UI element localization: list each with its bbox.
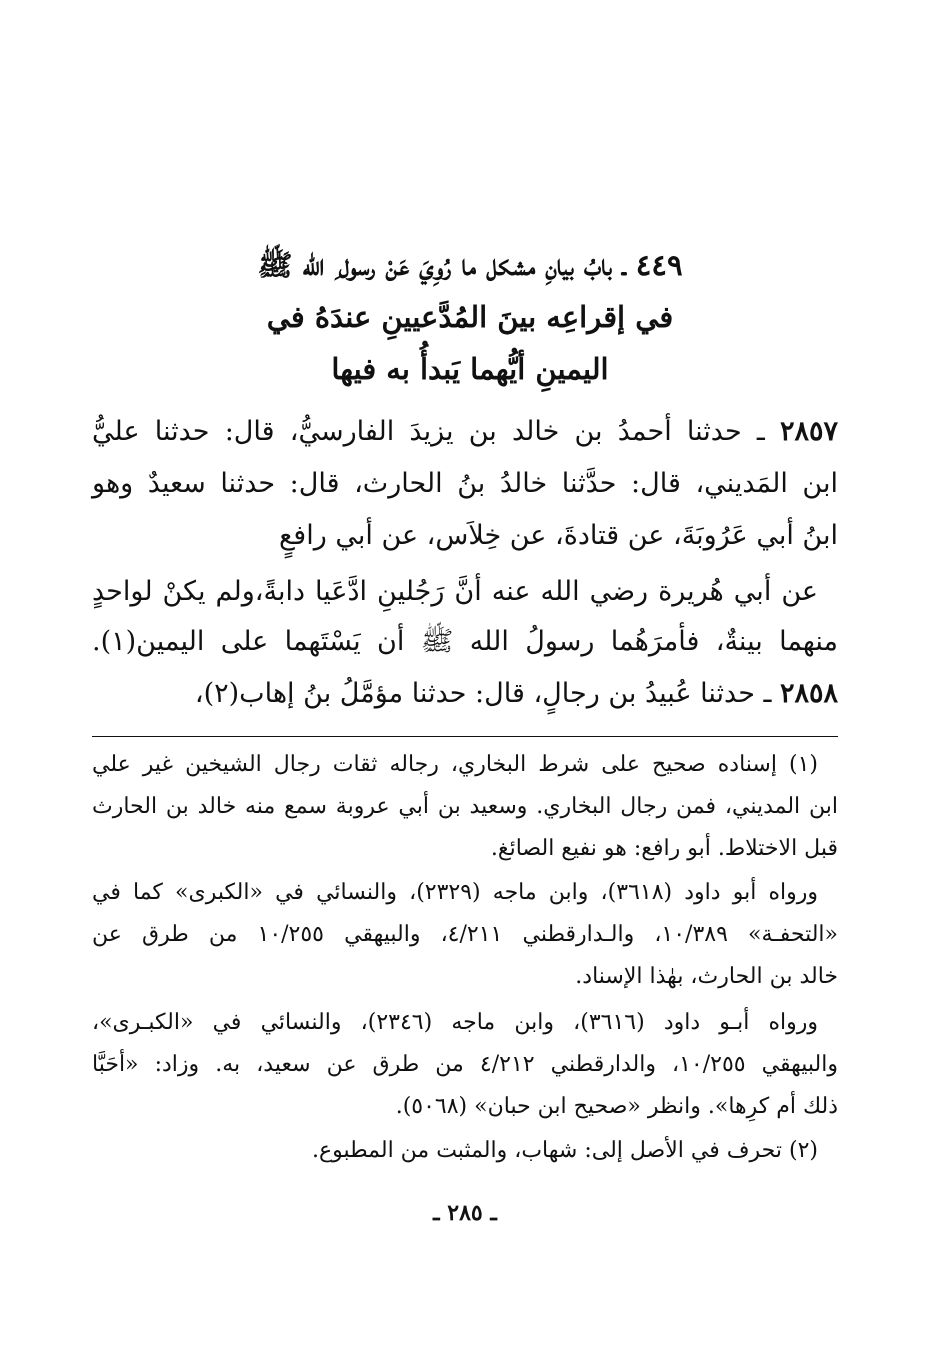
footnote-1-line-8: والبيهقي ١٠/٢٥٥، والدارقطني ٤/٢١٢ من طرق عن سعيد، به. وزاد: «أحَبَّا — [92, 1052, 838, 1077]
chapter-heading-line-3: اليمينِ أيُّهما يَبدأُ به فيها — [331, 352, 609, 386]
hadith-2857-line-4: عن أبي هُريرة رضي الله عنه أنَّ رَجُلينِ ادَّعَيا دابةً،ولم يكنْ لواحدٍ — [92, 576, 818, 607]
hadith-number: ٢٨٥٨ — [779, 678, 838, 709]
hadith-number: ٢٨٥٧ — [779, 416, 838, 447]
hadith-text: ـ حدثنا أحمدُ بن خالد بن يزيدَ الفارسيُّ، قال: حدثنا عليُّ — [92, 416, 765, 447]
page-number: ـ ٢٨٥ ـ — [433, 1200, 497, 1226]
footnote-1-line-3: قبل الاختلاط. أبو رافع: هو نفيع الصائغ. — [490, 836, 838, 861]
hadith-2857-line-5: منهما بينةٌ، فأمرَهُما رسولُ الله ﷺ أن يَسْتَهما على اليمين(١). — [92, 626, 838, 657]
footnote-2-line-1: (٢) تحرف في الأصل إلى: شهاب، والمثبت من المطبوع. — [311, 1138, 818, 1163]
footnote-1-line-2: ابن المديني، فمن رجال البخاري. وسعيد بن أبي عروبة سمع منه خالد بن الحارث — [92, 794, 838, 819]
chapter-heading-line-2: في إقراعِه بينَ المُدَّعيينِ عندَهُ في — [266, 300, 674, 334]
chapter-heading-line-1: ٤٤٩ ـ بابُ بيانِ مشكل ما رُوِيَ عَنْ رسول ِ الله ﷺ — [257, 248, 683, 282]
footnote-1-line-7: ورواه أبـو داود (٣٦١٦)، وابن ماجه (٢٣٤٦)، والنسائي في «الكبـرى»، — [92, 1010, 819, 1035]
footnote-1-line-1: (١) إسناده صحيح على شرط البخاري، رجاله ثقات رجال الشيخين غير علي — [92, 752, 818, 777]
hadith-2857-line-3: ابنُ أبي عَرُوبَةَ، عن قتادةَ، عن خِلاَس، عن أبي رافعٍ — [278, 520, 838, 551]
footnote-separator — [92, 736, 838, 737]
footnote-1-line-5: «التحفـة» ١٠/٣٨٩، والـدارقطني ٤/٢١١، والبيهقي ١٠/٢٥٥ من طرق عن — [92, 922, 838, 947]
footnote-1-line-9: ذلك أم كرِها». وانظر «صحيح ابن حبان» (٥٠٦٨). — [395, 1094, 838, 1119]
hadith-2857-line-2: ابن المَديني، قال: حدَّثنا خالدُ بنُ الحارث، قال: حدثنا سعيدٌ وهو — [92, 468, 838, 499]
footnote-1-line-6: خالد بن الحارث، بهٰذا الإسناد. — [575, 964, 838, 989]
hadith-text: ـ حدثنا عُبيدُ بن رجالٍ، قال: حدثنا مؤمَّلُ بنُ إهاب(٢)، — [194, 678, 772, 709]
footnote-1-line-4: ورواه أبو داود (٣٦١٨)، وابن ماجه (٢٣٢٩)، والنسائي في «الكبرى» كما في — [92, 880, 818, 905]
hadith-2858-line-1 — [92, 680, 838, 707]
hadith-2857-line-1 — [92, 418, 838, 445]
